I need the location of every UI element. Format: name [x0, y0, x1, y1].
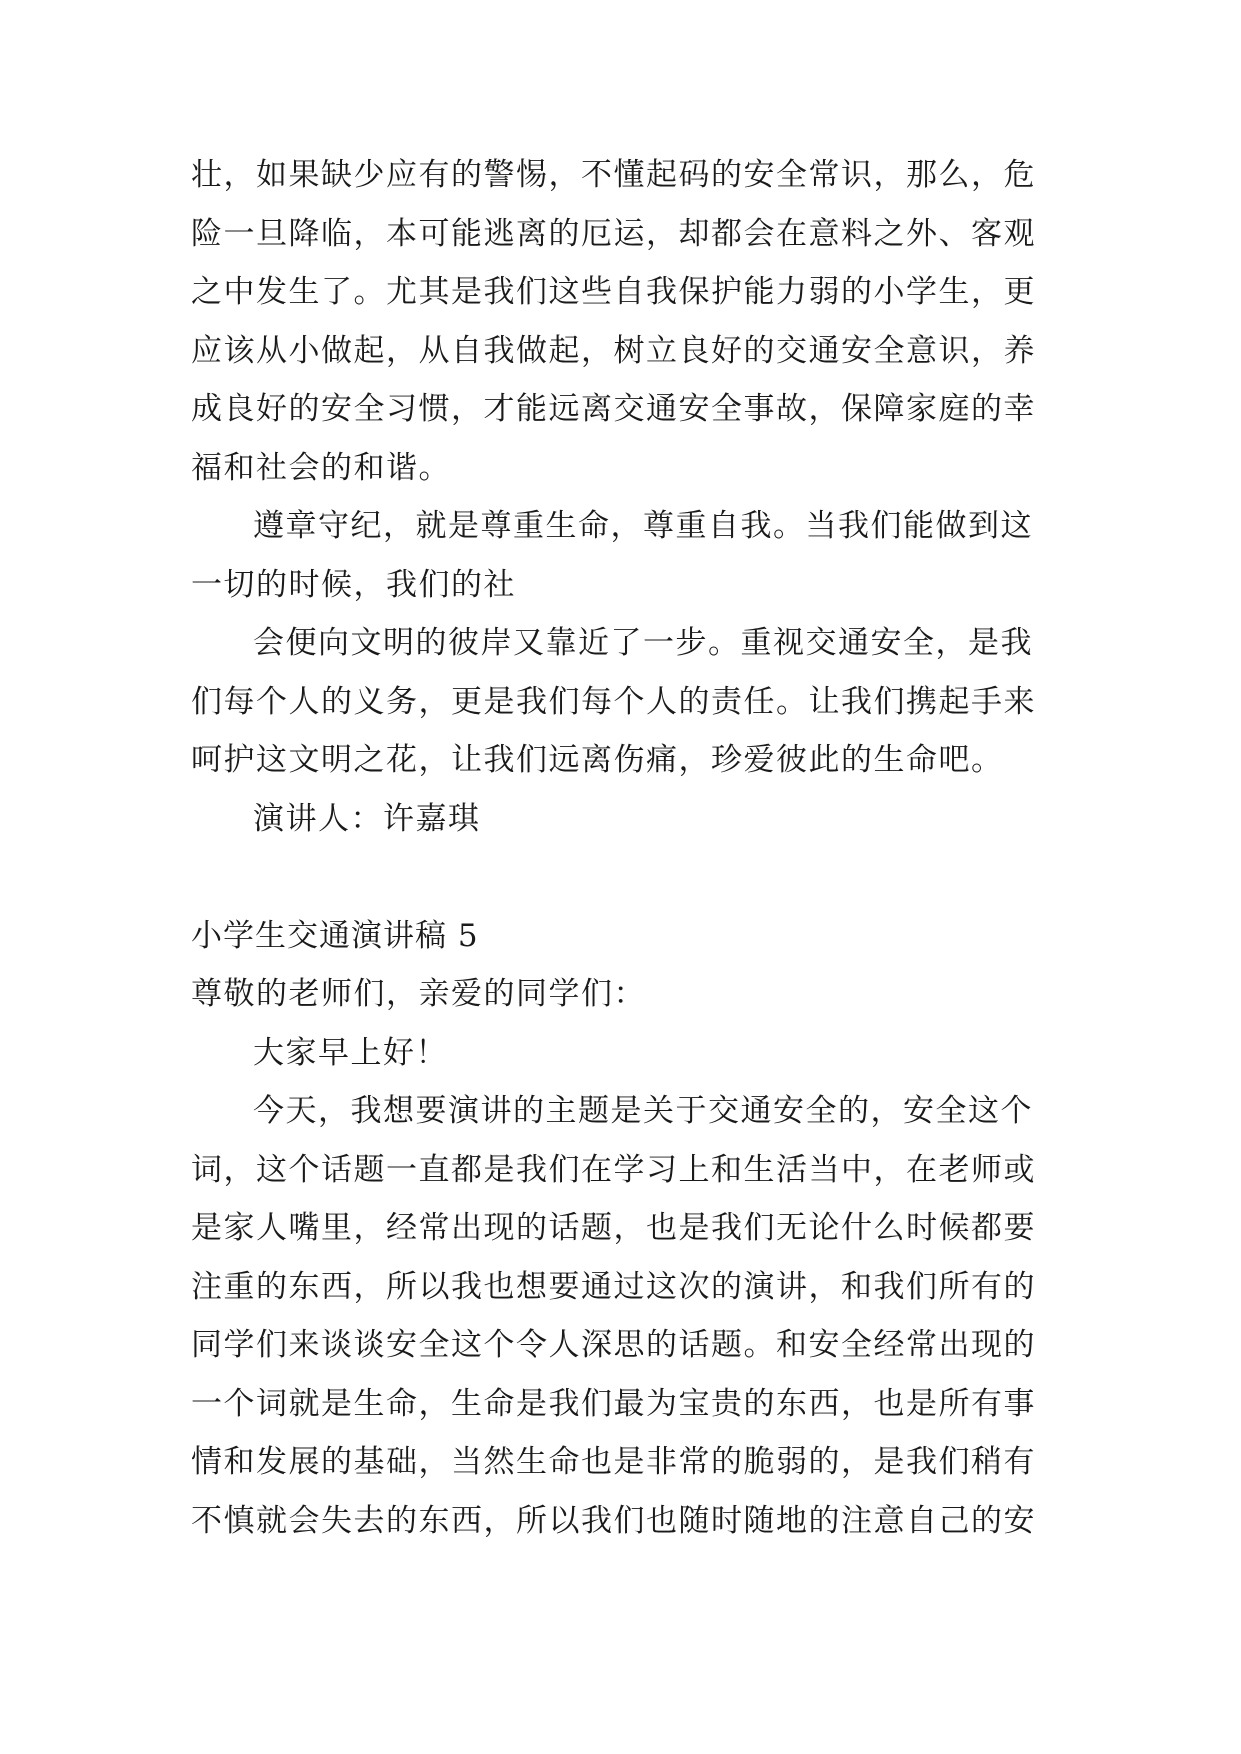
- text-line: 们每个人的义务，更是我们每个人的责任。让我们携起手来: [191, 684, 1036, 720]
- text-line: 情和发展的基础，当然生命也是非常的脆弱的，是我们稍有: [191, 1444, 1036, 1480]
- greeting: 大家早上好！: [253, 1035, 448, 1071]
- text-line: 福和社会的和谐。: [191, 450, 451, 486]
- paragraph-start-line: 今天，我想要演讲的主题是关于交通安全的，安全这个: [253, 1093, 1033, 1129]
- text-line: 一个词就是生命，生命是我们最为宝贵的东西，也是所有事: [191, 1386, 1036, 1422]
- text-line: 壮，如果缺少应有的警惕，不懂起码的安全常识，那么，危: [191, 157, 1036, 193]
- section-heading: 小学生交通演讲稿 5: [191, 918, 479, 954]
- text-line: 一切的时候，我们的社: [191, 567, 516, 603]
- salutation: 尊敬的老师们，亲爱的同学们：: [191, 976, 646, 1012]
- paragraph-start-line: 遵章守纪，就是尊重生命，尊重自我。当我们能做到这: [253, 508, 1033, 544]
- text-line: 险一旦降临，本可能逃离的厄运，却都会在意料之外、客观: [191, 216, 1036, 252]
- text-line: 同学们来谈谈安全这个令人深思的话题。和安全经常出现的: [191, 1327, 1036, 1363]
- text-line: 不慎就会失去的东西，所以我们也随时随地的注意自己的安: [191, 1503, 1036, 1539]
- text-line: 应该从小做起，从自我做起，树立良好的交通安全意识，养: [191, 333, 1036, 369]
- paragraph-start-line: 会便向文明的彼岸又靠近了一步。重视交通安全，是我: [253, 625, 1033, 661]
- text-line: 词，这个话题一直都是我们在学习上和生活当中，在老师或: [191, 1152, 1036, 1188]
- text-line: 注重的东西，所以我也想要通过这次的演讲，和我们所有的: [191, 1269, 1036, 1305]
- text-line: 呵护这文明之花，让我们远离伤痛，珍爱彼此的生命吧。: [191, 742, 1004, 778]
- text-line: 之中发生了。尤其是我们这些自我保护能力弱的小学生，更: [191, 274, 1036, 310]
- text-line: 是家人嘴里，经常出现的话题，也是我们无论什么时候都要: [191, 1210, 1036, 1246]
- speaker-line: 演讲人：许嘉琪: [253, 801, 481, 837]
- text-line: 成良好的安全习惯，才能远离交通安全事故，保障家庭的幸: [191, 391, 1036, 427]
